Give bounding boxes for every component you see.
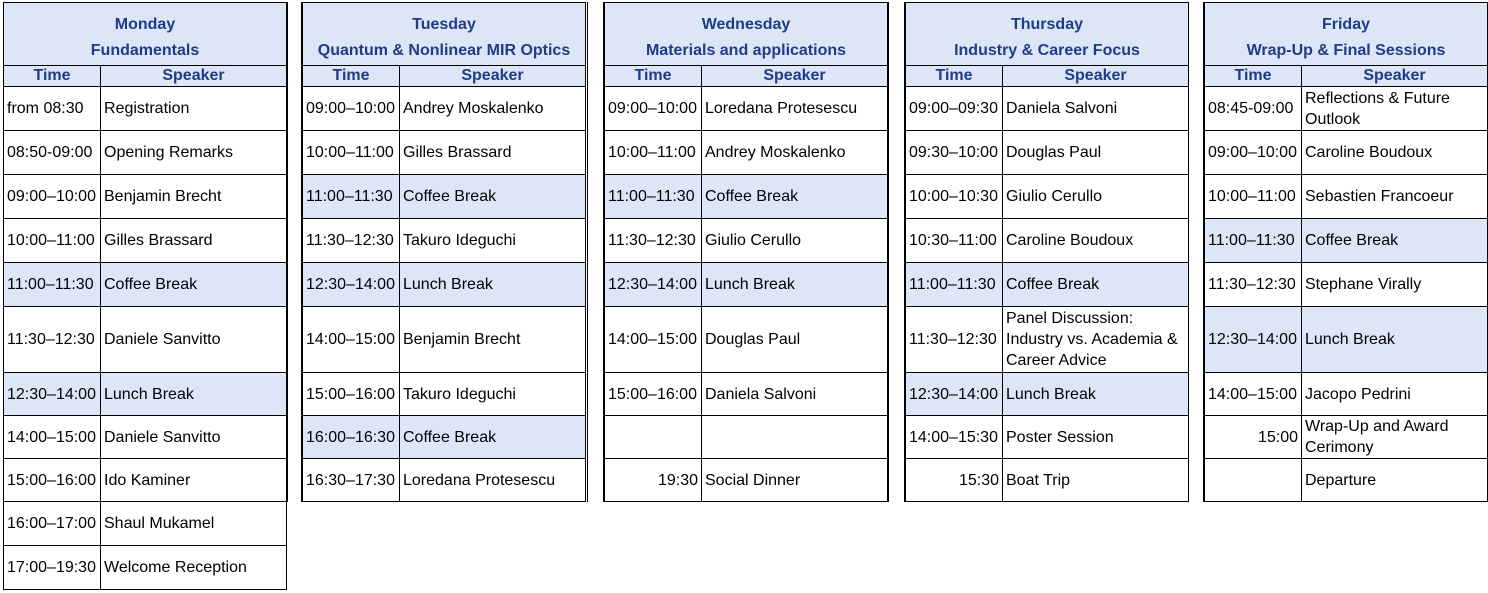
day-block-friday	[1204, 2, 1488, 502]
session-row	[1205, 373, 1488, 416]
session-speaker: Lunch Break	[1302, 307, 1488, 373]
session-speaker: Andrey Moskalenko	[400, 87, 586, 131]
break-row	[4, 263, 287, 307]
session-row	[4, 416, 287, 459]
time-column-header: Time	[303, 66, 400, 87]
session-speaker: Loredana Protesescu	[702, 87, 888, 131]
session-time: 17:00–19:30	[4, 546, 101, 590]
session-speaker: Panel Discussion: Industry vs. Academia & Career Advice	[1003, 307, 1189, 373]
day-header	[605, 3, 888, 66]
session-time: 16:00–16:30	[303, 416, 400, 459]
break-row	[605, 263, 888, 307]
time-column-header: Time	[906, 66, 1003, 87]
session-time: 15:00–16:00	[605, 373, 702, 416]
session-time: 11:30–12:30	[906, 307, 1003, 373]
session-row	[1205, 416, 1488, 459]
session-row	[303, 219, 586, 263]
day-theme: Quantum & Nonlinear MIR Optics	[317, 42, 571, 59]
session-time: 10:00–10:30	[906, 175, 1003, 219]
session-row	[4, 459, 287, 502]
break-row	[1205, 307, 1488, 373]
session-time: 10:00–11:00	[605, 131, 702, 175]
session-speaker: Gilles Brassard	[101, 219, 287, 263]
day-name: Friday	[1321, 16, 1370, 33]
session-row	[4, 546, 287, 590]
break-row	[605, 175, 888, 219]
speaker-column-header: Speaker	[702, 66, 888, 87]
session-speaker: Douglas Paul	[702, 307, 888, 373]
session-time: 16:30–17:30	[303, 459, 400, 502]
column-separator	[287, 2, 302, 502]
session-time: 12:30–14:00	[906, 373, 1003, 416]
session-time: 12:30–14:00	[1205, 307, 1302, 373]
session-row	[4, 131, 287, 175]
session-time: 11:00–11:30	[303, 175, 400, 219]
session-time: 10:00–11:00	[1205, 175, 1302, 219]
session-time: 09:30–10:00	[906, 131, 1003, 175]
session-time: 16:00–17:00	[4, 502, 101, 546]
session-speaker: Coffee Break	[400, 416, 586, 459]
session-row	[605, 131, 888, 175]
day-name: Monday	[114, 16, 176, 33]
day-name: Wednesday	[701, 16, 791, 33]
session-row	[4, 502, 287, 546]
session-speaker: Douglas Paul	[1003, 131, 1189, 175]
day-header	[4, 3, 287, 66]
session-speaker	[702, 416, 888, 459]
time-column-header: Time	[605, 66, 702, 87]
day-name: Thursday	[1010, 16, 1083, 33]
column-separator	[1188, 2, 1204, 502]
session-time	[605, 416, 702, 459]
session-speaker: Giulio Cerullo	[1003, 175, 1189, 219]
session-speaker: Coffee Break	[702, 175, 888, 219]
session-time: 14:00–15:00	[303, 307, 400, 373]
session-time: 11:00–11:30	[906, 263, 1003, 307]
time-column-header: Time	[1205, 66, 1302, 87]
speaker-column-header: Speaker	[1302, 66, 1488, 87]
time-column-header: Time	[4, 66, 101, 87]
day-theme: Materials and applications	[645, 42, 847, 59]
session-time: 14:00–15:00	[605, 307, 702, 373]
session-speaker: Sebastien Francoeur	[1302, 175, 1488, 219]
schedule-table	[3, 2, 287, 590]
session-time: 11:00–11:30	[4, 263, 101, 307]
session-speaker: Ido Kaminer	[101, 459, 287, 502]
session-time: 09:00–10:00	[605, 87, 702, 131]
day-theme: Wrap-Up & Final Sessions	[1246, 42, 1446, 59]
session-speaker: Coffee Break	[1003, 263, 1189, 307]
session-speaker: Registration	[101, 87, 287, 131]
session-speaker: Coffee Break	[1302, 219, 1488, 263]
day-header	[303, 3, 586, 66]
session-speaker: Daniele Sanvitto	[101, 307, 287, 373]
session-time: 14:00–15:00	[4, 416, 101, 459]
session-speaker: Takuro Ideguchi	[400, 219, 586, 263]
session-time: 15:00	[1205, 416, 1302, 459]
session-time: 11:30–12:30	[303, 219, 400, 263]
session-speaker: Boat Trip	[1003, 459, 1189, 502]
session-speaker: Benjamin Brecht	[400, 307, 586, 373]
session-row	[605, 307, 888, 373]
break-row	[906, 263, 1189, 307]
schedule-table	[302, 2, 586, 502]
column-separator	[888, 2, 905, 502]
session-speaker: Takuro Ideguchi	[400, 373, 586, 416]
session-row	[605, 416, 888, 459]
session-speaker: Lunch Break	[400, 263, 586, 307]
session-speaker: Andrey Moskalenko	[702, 131, 888, 175]
session-row	[906, 219, 1189, 263]
day-header	[906, 3, 1189, 66]
session-time: 14:00–15:30	[906, 416, 1003, 459]
session-speaker: Caroline Boudoux	[1003, 219, 1189, 263]
session-row	[303, 373, 586, 416]
session-speaker: Wrap-Up and Award Cerimony	[1302, 416, 1488, 459]
session-time: 10:00–11:00	[303, 131, 400, 175]
session-time: 10:30–11:00	[906, 219, 1003, 263]
session-row	[605, 219, 888, 263]
session-time: 11:00–11:30	[1205, 219, 1302, 263]
break-row	[303, 416, 586, 459]
day-theme: Industry & Career Focus	[954, 42, 1140, 59]
session-time: 10:00–11:00	[4, 219, 101, 263]
session-time: 14:00–15:00	[1205, 373, 1302, 416]
day-block-wednesday	[604, 2, 888, 502]
speaker-column-header: Speaker	[1003, 66, 1189, 87]
session-time: 09:00–09:30	[906, 87, 1003, 131]
session-speaker: Shaul Mukamel	[101, 502, 287, 546]
session-time: 12:30–14:00	[303, 263, 400, 307]
day-name: Tuesday	[412, 16, 476, 33]
schedule-table	[1204, 2, 1488, 502]
session-time: 08:50-09:00	[4, 131, 101, 175]
break-row	[4, 373, 287, 416]
session-row	[605, 459, 888, 502]
session-speaker: Coffee Break	[400, 175, 586, 219]
session-speaker: Welcome Reception	[101, 546, 287, 590]
session-speaker: Giulio Cerullo	[702, 219, 888, 263]
session-time: from 08:30	[4, 87, 101, 131]
session-speaker: Poster Session	[1003, 416, 1189, 459]
session-row	[906, 416, 1189, 459]
session-speaker: Stephane Virally	[1302, 263, 1488, 307]
session-row	[906, 87, 1189, 131]
session-speaker: Jacopo Pedrini	[1302, 373, 1488, 416]
session-speaker: Lunch Break	[1003, 373, 1189, 416]
session-row	[1205, 263, 1488, 307]
speaker-column-header: Speaker	[400, 66, 586, 87]
session-row	[605, 87, 888, 131]
session-speaker: Lunch Break	[702, 263, 888, 307]
session-row	[906, 307, 1189, 373]
day-header	[1205, 3, 1488, 66]
session-time: 12:30–14:00	[4, 373, 101, 416]
session-time: 19:30	[605, 459, 702, 502]
session-row	[303, 459, 586, 502]
session-row	[4, 175, 287, 219]
session-time: 09:00–10:00	[4, 175, 101, 219]
session-row	[605, 373, 888, 416]
session-time: 11:30–12:30	[4, 307, 101, 373]
session-row	[906, 131, 1189, 175]
session-time: 15:00–16:00	[4, 459, 101, 502]
session-row	[1205, 459, 1488, 502]
session-row	[303, 131, 586, 175]
session-row	[906, 459, 1189, 502]
session-time: 11:30–12:30	[605, 219, 702, 263]
column-separator	[587, 2, 604, 502]
session-row	[1205, 87, 1488, 131]
session-speaker: Opening Remarks	[101, 131, 287, 175]
session-time: 11:00–11:30	[605, 175, 702, 219]
session-time: 11:30–12:30	[1205, 263, 1302, 307]
speaker-column-header: Speaker	[101, 66, 287, 87]
session-row	[4, 219, 287, 263]
break-row	[1205, 219, 1488, 263]
break-row	[906, 373, 1189, 416]
session-speaker: Social Dinner	[702, 459, 888, 502]
day-block-monday	[3, 2, 287, 590]
session-speaker: Coffee Break	[101, 263, 287, 307]
day-theme: Fundamentals	[90, 42, 200, 59]
session-time: 15:00–16:00	[303, 373, 400, 416]
session-speaker: Daniela Salvoni	[1003, 87, 1189, 131]
schedule-table	[905, 2, 1189, 502]
session-speaker: Loredana Protesescu	[400, 459, 586, 502]
session-time: 15:30	[906, 459, 1003, 502]
session-row	[303, 87, 586, 131]
session-speaker: Benjamin Brecht	[101, 175, 287, 219]
session-speaker: Lunch Break	[101, 373, 287, 416]
day-block-tuesday	[302, 2, 586, 502]
session-speaker: Reflections & Future Outlook	[1302, 87, 1488, 131]
session-speaker: Daniela Salvoni	[702, 373, 888, 416]
session-time: 12:30–14:00	[605, 263, 702, 307]
break-row	[303, 175, 586, 219]
schedule-table	[604, 2, 888, 502]
session-speaker: Daniele Sanvitto	[101, 416, 287, 459]
session-time	[1205, 459, 1302, 502]
session-time: 08:45-09:00	[1205, 87, 1302, 131]
session-time: 09:00–10:00	[1205, 131, 1302, 175]
session-speaker: Departure	[1302, 459, 1488, 502]
session-row	[1205, 175, 1488, 219]
session-speaker: Gilles Brassard	[400, 131, 586, 175]
session-row	[906, 175, 1189, 219]
session-row	[4, 307, 287, 373]
session-row	[4, 87, 287, 131]
session-row	[1205, 131, 1488, 175]
session-time: 09:00–10:00	[303, 87, 400, 131]
session-row	[303, 307, 586, 373]
day-block-thursday	[905, 2, 1189, 502]
session-speaker: Caroline Boudoux	[1302, 131, 1488, 175]
break-row	[303, 263, 586, 307]
